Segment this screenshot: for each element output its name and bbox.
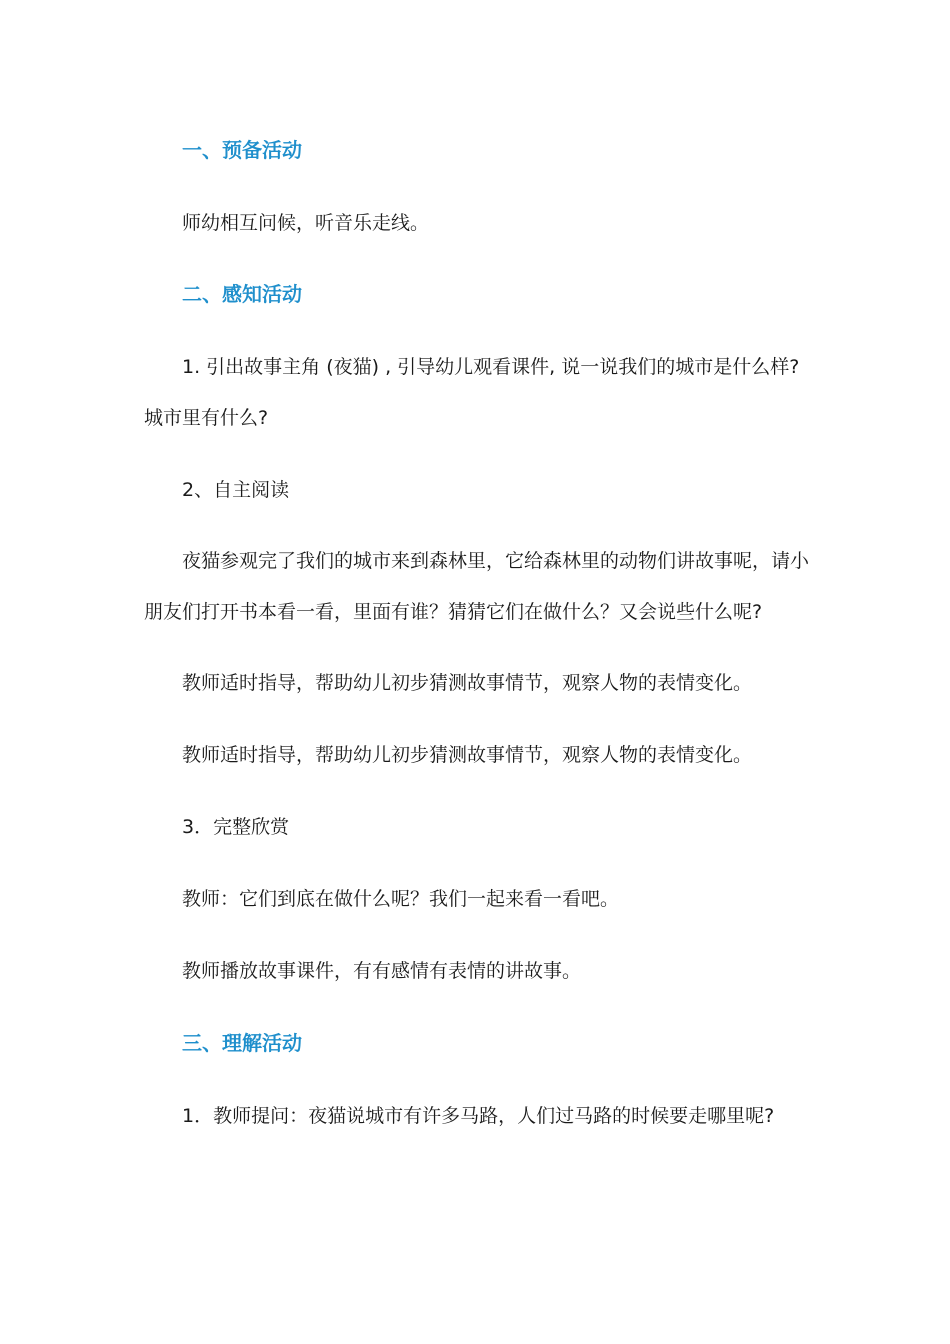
section-heading-understanding: 三、理解活动 [182,1031,302,1055]
paragraph: 师幼相互问候，听音乐走线。 [182,212,430,234]
paragraph: 教师适时指导，帮助幼儿初步猜测故事情节，观察人物的表情变化。 [182,744,753,766]
section-heading-perception: 二、感知活动 [182,282,302,306]
section-heading-preparation: 一、预备活动 [182,138,302,162]
paragraph: 教师播放故事课件，有有感情有表情的讲故事。 [182,960,582,982]
paragraph: 教师：它们到底在做什么呢？我们一起来看一看吧。 [182,888,620,910]
paragraph: 2、自主阅读 [182,479,290,501]
paragraph: 1. 引出故事主角 (夜猫) , 引导幼儿观看课件, 说一说我们的城市是什么样? [182,356,800,378]
paragraph: 3．完整欣赏 [182,816,290,838]
paragraph-continuation: 城市里有什么? [144,407,269,429]
paragraph: 教师适时指导，帮助幼儿初步猜测故事情节，观察人物的表情变化。 [182,672,753,694]
paragraph: 夜猫参观完了我们的城市来到森林里，它给森林里的动物们讲故事呢，请小 [182,550,810,572]
paragraph: 1．教师提问：夜猫说城市有许多马路，人们过马路的时候要走哪里呢? [182,1105,775,1127]
paragraph-continuation: 朋友们打开书本看一看，里面有谁？猜猜它们在做什么？又会说些什么呢? [144,601,763,623]
